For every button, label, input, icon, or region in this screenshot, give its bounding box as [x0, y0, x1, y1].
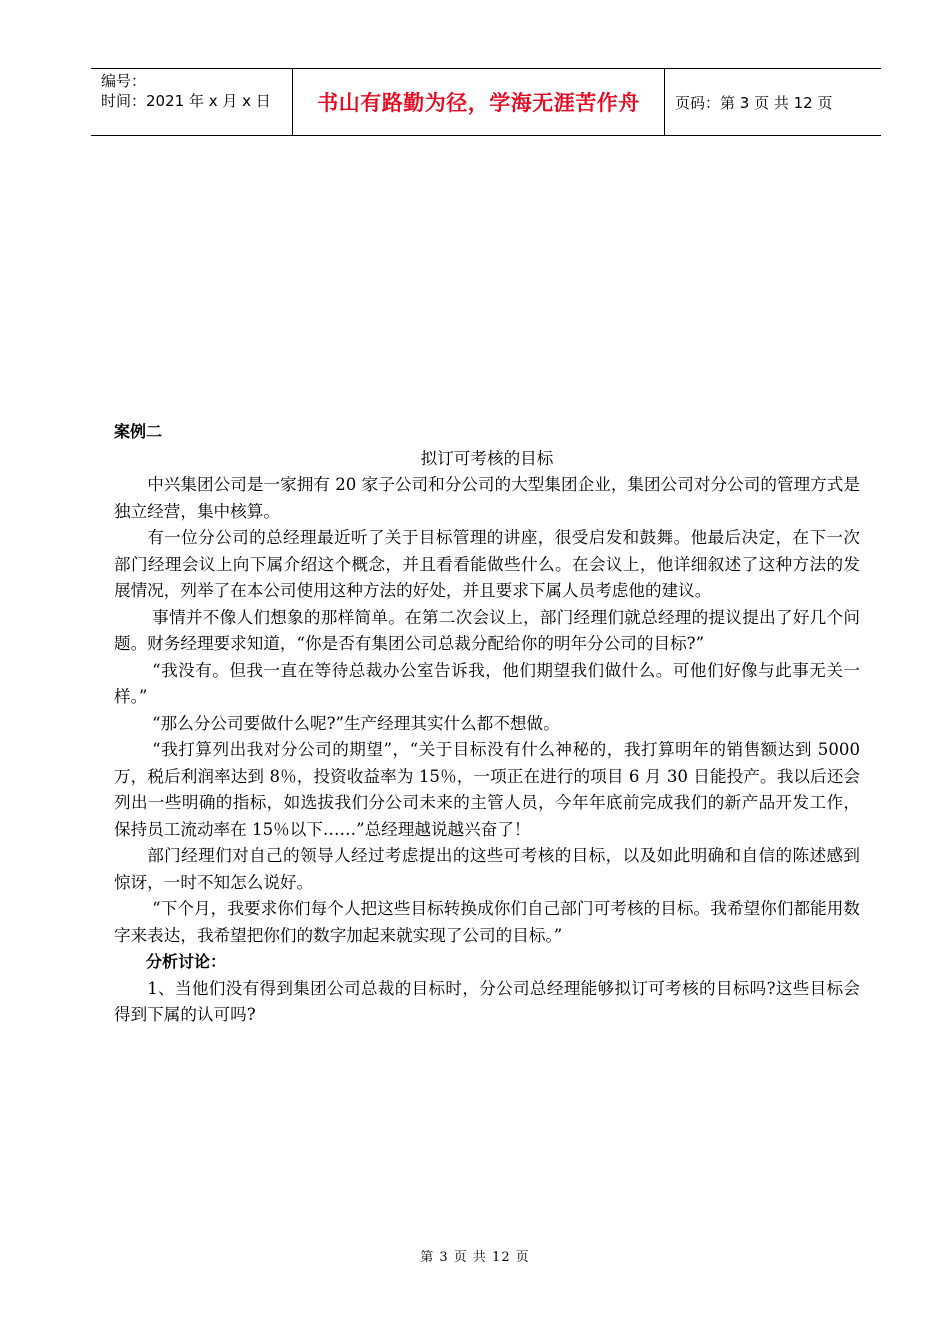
case-heading: 案例二: [114, 422, 163, 441]
discussion-heading: 分析讨论：: [146, 952, 227, 971]
paragraph: “我打算列出我对分公司的期望”，“关于目标没有什么神秘的，我打算明年的销售额达到 5000 万，税后利润率达到 8％，投资收益率为 15％，一项正在进行的项目 6 月 30 日能投产。我以后还会列出一些明确的指标，如选拔我们分公司未来的主管人员，今年年底前完成我们的新产品开发工作，保持员工流动率在 15％以下……”总经理越说越兴奋了！: [114, 740, 860, 839]
paragraph: “我没有。但我一直在等待总裁办公室告诉我，他们期望我们做什么。可他们好像与此事无关一样。”: [114, 660, 860, 706]
paragraph: “下个月，我要求你们每个人把这些目标转换成你们自己部门可考核的目标。我希望你们都能用数字来表达，我希望把你们的数字加起来就实现了公司的目标。”: [114, 899, 860, 945]
page-header: [91, 68, 881, 136]
paragraph: 中兴集团公司是一家拥有 20 家子公司和分公司的大型集团企业，集团公司对分公司的管理方式是独立经营，集中核算。: [114, 475, 860, 521]
page-footer: 第 3 页 共 12 页: [420, 1250, 530, 1265]
header-page-number: 页码：第 3 页 共 12 页: [675, 93, 833, 112]
document-body: [114, 419, 860, 1029]
document-time-label: 时间：2021 年 x 月 x 日: [101, 92, 271, 110]
header-motto: 书山有路勤为径，学海无涯苦作舟: [293, 69, 665, 135]
paragraph: “那么分公司要做什么呢?”生产经理其实什么都不想做。: [152, 713, 560, 733]
discussion-question: 1、当他们没有得到集团公司总裁的目标时，分公司总经理能够拟订可考核的目标吗?这些目标会得到下属的认可吗?: [114, 978, 860, 1024]
paragraph: 事情并不像人们想象的那样简单。在第二次会议上，部门经理们就总经理的提议提出了好几个问题。财务经理要求知道，“你是否有集团公司总裁分配给你的明年分公司的目标?”: [114, 607, 860, 653]
header-meta: [91, 69, 293, 135]
paragraph: 有一位分公司的总经理最近听了关于目标管理的讲座，很受启发和鼓舞。他最后决定，在下一次部门经理会议上向下属介绍这个概念，并且看看能做些什么。在会议上，他详细叙述了这种方法的发展情况，列举了在本公司使用这种方法的好处，并且要求下属人员考虑他的建议。: [114, 528, 860, 600]
document-title: 拟订可考核的目标: [420, 448, 554, 468]
paragraph: 部门经理们对自己的领导人经过考虑提出的这些可考核的目标，以及如此明确和自信的陈述感到惊讶，一时不知怎么说好。: [114, 846, 860, 892]
document-number-label: 编号：: [101, 72, 147, 90]
